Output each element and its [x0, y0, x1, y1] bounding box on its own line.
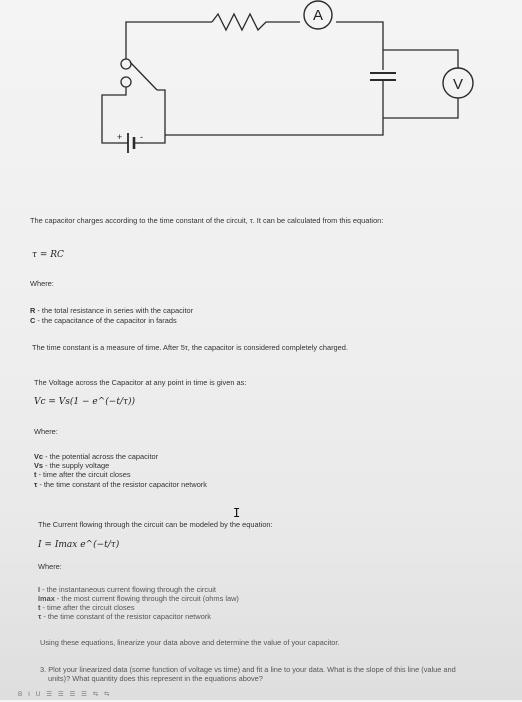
- current-equation: I = Imax e^(−t/τ): [38, 540, 120, 550]
- voltmeter-label: V: [452, 76, 464, 93]
- switch-contact-upper: [121, 59, 131, 69]
- question-3-line-1: 3. Plot your linearized data (some function of voltage vs time) and fit a line to your data. What is the slope of this line (value and: [40, 665, 456, 674]
- ammeter-label: A: [312, 7, 324, 24]
- where-label-1: Where:: [30, 279, 54, 288]
- top-right-wire: [336, 22, 383, 70]
- intro-text: The capacitor charges according to the time constant of the circuit, τ. It can be calculated from this equation:: [30, 216, 384, 225]
- voltage-intro: The Voltage across the Capacitor at any point in time is given as:: [34, 378, 247, 387]
- editor-toolbar[interactable]: B I U ☰ ☰ ☰ ☰ ⇆ ⇆: [18, 691, 112, 698]
- bottom-wire: [165, 80, 383, 135]
- question-3-line-2: units)? What quantity does this represent in the equations above?: [48, 674, 263, 683]
- text-cursor-icon: I: [233, 506, 241, 520]
- definition-i: I - the instantaneous current flowing through the circuit: [38, 585, 216, 594]
- definition-tau: τ - the time constant of the resistor capacitor network: [34, 480, 207, 489]
- current-intro: The Current flowing through the circuit can be modeled by the equation:: [38, 520, 273, 529]
- voltmeter-bottom-wire: [383, 98, 458, 118]
- top-left-wire: [126, 22, 212, 37]
- switch-lever: [130, 62, 157, 90]
- battery-right-wire: [144, 90, 165, 143]
- definition-imax: Imax - the most current flowing through the circuit (ohms law): [38, 594, 239, 603]
- time-constant-equation: τ = RC: [32, 250, 64, 260]
- battery-plus-sign: +: [117, 132, 123, 142]
- where-label-2: Where:: [34, 427, 58, 436]
- time-constant-note: The time constant is a measure of time. After 5τ, the capacitor is considered completely charged.: [32, 343, 348, 352]
- voltage-equation: Vc = Vs(1 − e^(−t/τ)): [34, 397, 135, 407]
- definition-vc: Vc - the potential across the capacitor: [34, 452, 159, 461]
- switch-contact-lower: [121, 77, 131, 87]
- instruction-text: Using these equations, linearize your data above and determine the value of your capacitor.: [40, 638, 340, 647]
- definition-t: t - time after the circuit closes: [34, 470, 131, 479]
- left-wire: [102, 87, 126, 143]
- rc-circuit-diagram: [0, 0, 522, 190]
- definition-t-2: t - time after the circuit closes: [38, 603, 135, 612]
- voltmeter-top-wire: [383, 50, 458, 68]
- where-label-3: Where:: [38, 562, 62, 571]
- definition-c: C - the capacitance of the capacitor in farads: [30, 316, 177, 325]
- battery-minus-sign: -: [140, 132, 143, 142]
- resistor-symbol: [212, 14, 300, 30]
- definition-tau-2: τ - the time constant of the resistor capacitor network: [38, 612, 211, 621]
- definition-vs: Vs - the supply voltage: [34, 461, 110, 470]
- definition-r: R - the total resistance in series with the capacitor: [30, 306, 194, 315]
